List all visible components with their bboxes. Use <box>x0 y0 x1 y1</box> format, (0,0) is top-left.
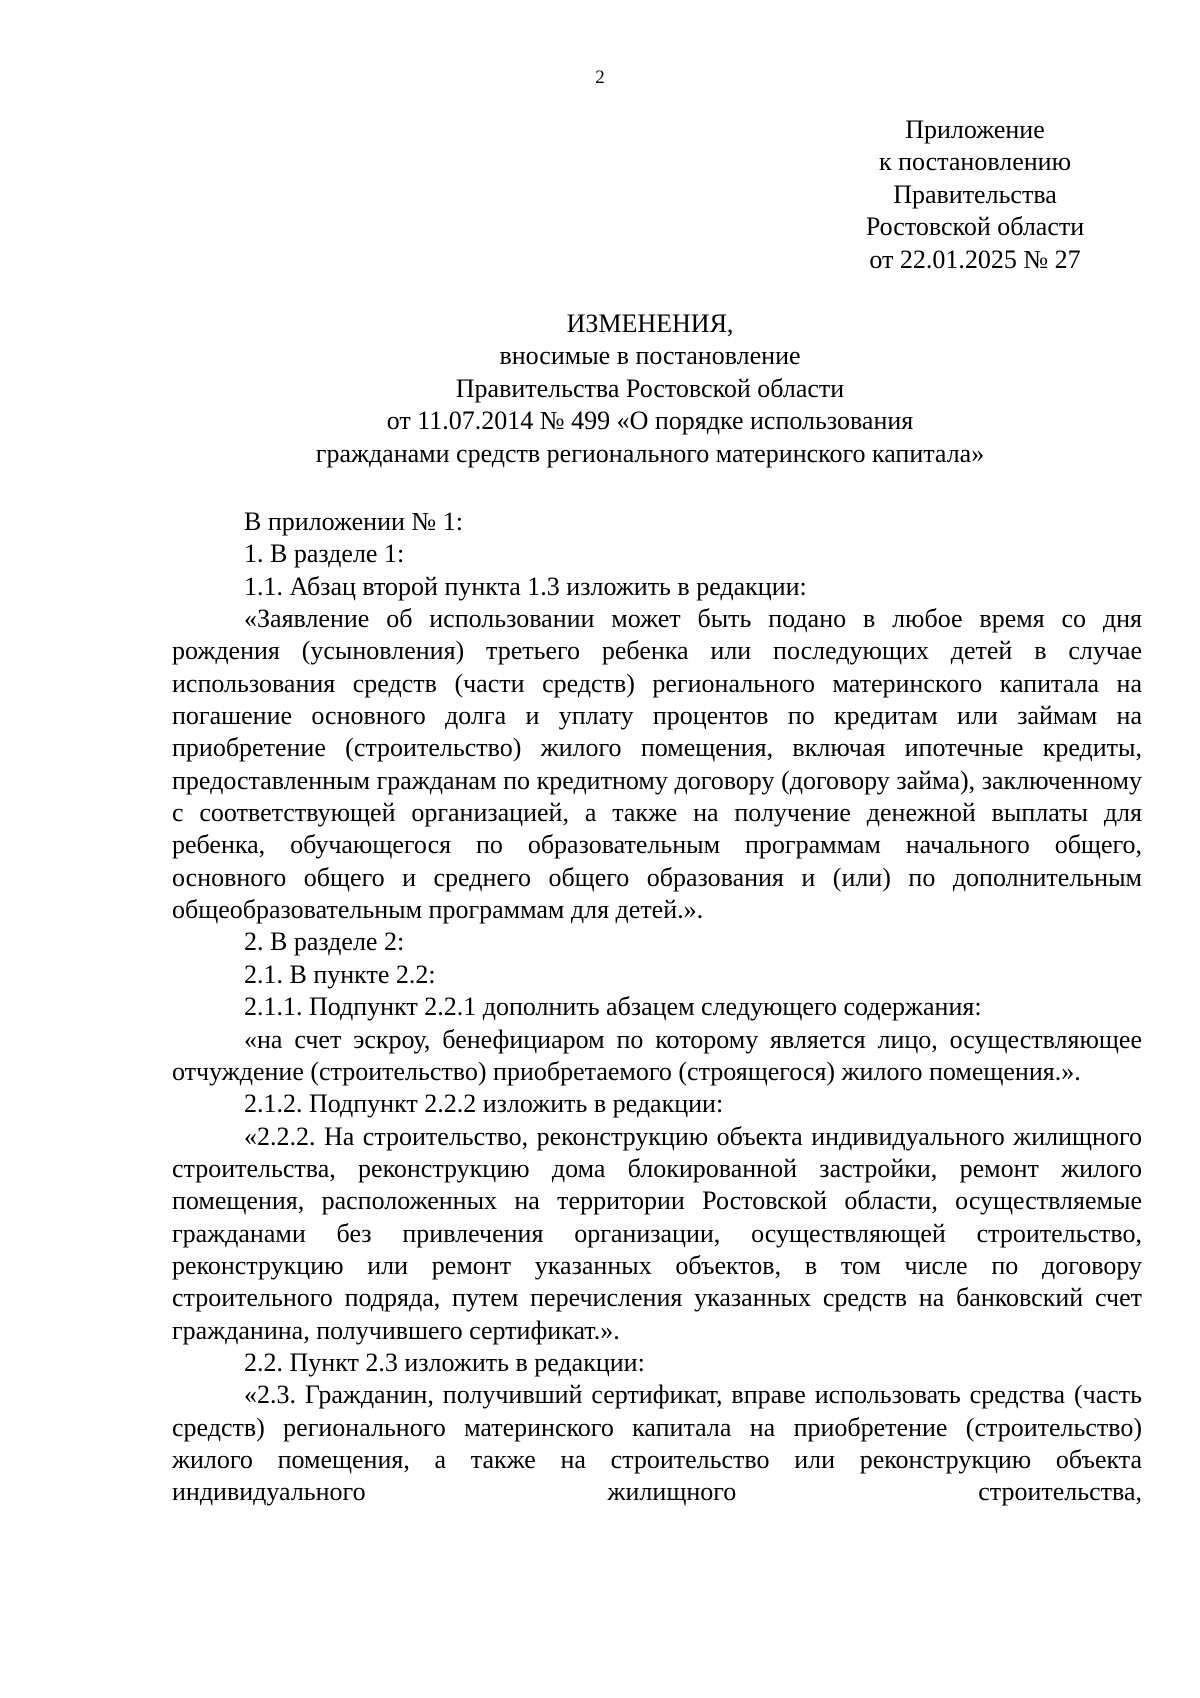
paragraph: 2. В разделе 2: <box>244 927 405 957</box>
paragraph: «Заявление об использовании может быть подано в любое время со дня рождения (усыновления) третьего ребенка или последующих детей в случае использования средств (части средств) регионального материнского капитала на погашение основного долга и уплату процентов по кредитам или займам на приобретение (строительство) жилого помещения, включая ипотечные кредиты, предоставленным гражданам по кредитному договору (договору займа), заключенному с соответствующей организацией, а также на получение денежной выплаты для ребенка, обучающегося по образовательным программам начального общего, основного общего и среднего общего образования и (или) по дополнительным общеобразовательным программам для детей.». <box>172 604 1142 925</box>
paragraph: 2.1.1. Подпункт 2.2.1 дополнить абзацем следующего содержания: <box>244 992 982 1022</box>
paragraph: «2.2.2. На строительство, реконструкцию объекта индивидуального жилищного строительства, реконструкцию дома блокированной застройки, ремонт жилого помещения, расположенных на территории Ростовской области, осуществляемые гражданами без привлечения организации, осуществляющей строительство, реконструкцию или ремонт указанных объектов, в том числе по договору строительного подряда, путем перечисления указанных средств на банковский счет гражданина, получившего сертификат.». <box>172 1121 1142 1345</box>
paragraph: 2.2. Пункт 2.3 изложить в редакции: <box>244 1347 645 1377</box>
page-number: 2 <box>595 67 605 88</box>
paragraph: 2.1. В пункте 2.2: <box>244 959 436 989</box>
appendix-header <box>780 114 1170 276</box>
appendix-line: к постановлению <box>878 147 1072 177</box>
paragraph: В приложении № 1: <box>244 507 463 536</box>
appendix-line: от 22.01.2025 № 27 <box>869 244 1081 274</box>
heading-line: вносимые в постановление <box>499 341 801 371</box>
appendix-line: Приложение <box>905 115 1045 144</box>
paragraph: 1. В разделе 1: <box>244 539 405 569</box>
paragraph: «на счет эскроу, бенефициаром по которому является лицо, осуществляющее отчуждение (строительство) приобретаемого (строящегося) жилого помещения.». <box>172 1024 1142 1086</box>
appendix-line: Ростовской области <box>865 212 1085 242</box>
heading-line: гражданами средств регионального материнского капитала» <box>315 438 985 468</box>
document-body <box>172 506 1142 1509</box>
appendix-line: Правительства <box>893 179 1057 209</box>
heading-title: ИЗМЕНЕНИЯ, <box>566 309 734 338</box>
paragraph: «2.3. Гражданин, получивший сертификат, вправе использовать средства (часть средств) регионального материнского капитала на приобретение (строительство) жилого помещения, а также на строительство или реконструкцию объекта индивидуального жилищного строительства, <box>172 1380 1142 1507</box>
paragraph: 1.1. Абзац второй пункта 1.3 изложить в редакции: <box>244 571 807 601</box>
heading-line: от 11.07.2014 № 499 «О порядке использования <box>386 406 914 436</box>
paragraph: 2.1.2. Подпункт 2.2.2 изложить в редакции: <box>244 1089 724 1119</box>
document-heading <box>150 308 1150 470</box>
heading-line: Правительства Ростовской области <box>455 373 845 403</box>
